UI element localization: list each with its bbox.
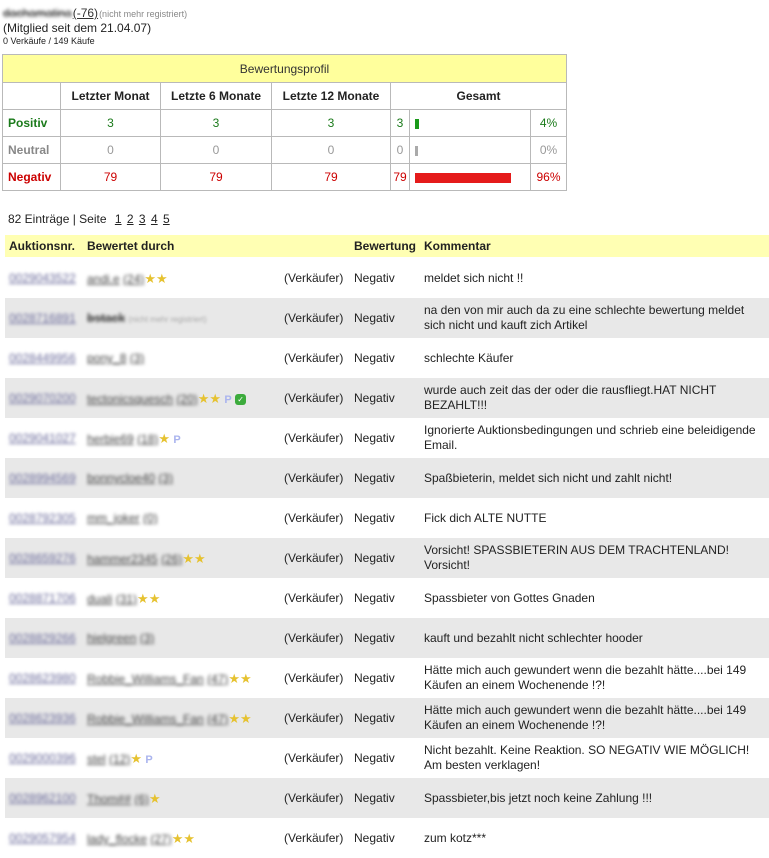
rating-text: Negativ [354,311,395,325]
auction-number-link[interactable]: 0028829266 [9,631,76,645]
table-row [5,618,769,658]
rater-score-link[interactable]: (12) [109,752,131,766]
rater-name-link[interactable]: stel [87,752,106,766]
comment-text: Ignorierte Auktionsbedingungen und schrieb eine beleidigende Email. [424,423,756,452]
entries-table [5,258,769,858]
auction-number-link[interactable]: 0028792305 [9,511,76,525]
rating-text: Negativ [354,791,395,805]
rated-by-cell [87,311,207,325]
col-last-6-months: Letzte 6 Monate [161,83,272,110]
rated-by-cell [87,351,144,365]
table-row [5,698,769,738]
auction-number-link[interactable]: 0029041027 [9,431,76,445]
negative-bar [415,173,511,183]
star-icon: ★★ [182,551,206,566]
comment-text: schlechte Käufer [424,351,514,365]
star-icon: ★★ [228,671,252,686]
auction-number-link[interactable]: 0028623980 [9,671,76,685]
auction-number-link[interactable]: 0028659276 [9,551,76,565]
star-icon: ★★ [144,271,168,286]
comment-text: Hätte mich auch gewundert wenn die bezahlt hätte....bei 149 Käufen an einem Wochenende !?! [424,663,747,692]
rater-name-link[interactable]: bonnycloe40 [87,471,156,485]
comment-text: wurde auch zeit das der oder die rausfliegt.HAT NICHT BEZAHLT!!! [424,383,717,412]
registration-note: (nicht mehr registriert) [99,9,188,19]
auction-number-link[interactable]: 0028449956 [9,351,76,365]
comment-text: Vorsicht! SPASSBIETERIN AUS DEM TRACHTENLAND! Vorsicht! [424,543,729,572]
profile-row-negative [3,164,567,191]
profile-row-positive [3,110,567,137]
rater-name-link[interactable]: duali [87,592,113,606]
rated-by-cell [87,631,154,645]
rater-name-link[interactable]: bstack [87,311,126,325]
comment-text: meldet sich nicht !! [424,271,524,285]
neutral-percent: 0% [531,137,567,164]
auction-number-link[interactable]: 0028962100 [9,791,76,805]
rating-text: Negativ [354,591,395,605]
auction-number-link[interactable]: 0029057954 [9,831,76,845]
table-row [5,458,769,498]
label-positive: Positiv [3,110,61,137]
rated-by-cell [87,591,160,607]
page-link-3[interactable]: 3 [138,212,146,226]
neutral-total: 0 [391,137,410,164]
table-row [5,738,769,778]
page-link-4[interactable]: 4 [150,212,158,226]
page-link-5[interactable]: 5 [162,212,170,226]
star-icon: ★★ [228,711,252,726]
rater-name-link[interactable]: hammer2345 [87,552,158,566]
rater-name-link[interactable]: andi.e [87,272,120,286]
role-text: (Verkäufer) [284,431,344,445]
positive-last-month: 3 [61,110,161,137]
auction-number-link[interactable]: 0028871706 [9,591,76,605]
p-badge-icon: P [173,434,181,446]
rater-score-link[interactable]: (27) [150,832,172,846]
rating-text: Negativ [354,751,395,765]
table-row [5,378,769,418]
table-row [5,578,769,618]
rating-text: Negativ [354,391,395,405]
comment-text: Nicht bezahlt. Keine Reaktion. SO NEGATIV WIE MÖGLICH! Am besten verklagen! [424,743,750,772]
table-row [5,258,769,298]
rating-text: Negativ [354,711,395,725]
rated-by-cell [87,511,158,525]
role-text: (Verkäufer) [284,791,344,805]
role-text: (Verkäufer) [284,751,344,765]
rating-text: Negativ [354,831,395,845]
rater-score-link[interactable]: (47) [207,672,229,686]
role-text: (Verkäufer) [284,551,344,565]
negative-bar-cell [410,164,531,191]
table-row [5,538,769,578]
auction-number-link[interactable]: 0028994569 [9,471,76,485]
role-text: (Verkäufer) [284,671,344,685]
auction-number-link[interactable]: 0028623936 [9,711,76,725]
negative-total: 79 [391,164,410,191]
p-badge-icon: P [145,754,153,766]
role-text: (Verkäufer) [284,271,344,285]
p-badge-icon: P [224,394,232,406]
rater-name-link[interactable]: tectonicsquesch [87,392,174,406]
role-text: (Verkäufer) [284,351,344,365]
rating-text: Negativ [354,271,395,285]
table-row [5,298,769,338]
rated-by-cell [87,271,168,287]
sales-purchases-count: 0 Verkäufe / 149 Käufe [3,36,95,46]
role-text: (Verkäufer) [284,311,344,325]
corner-cell [3,83,61,110]
rated-by-cell [87,551,206,567]
header-rated-by: Bewertet durch [87,239,175,253]
auction-number-link[interactable]: 0029070200 [9,391,76,405]
rater-name-link[interactable]: Robbie_Williams_Fan [87,672,204,686]
header-auction-nr: Auktionsnr. [9,239,76,253]
verified-shield-icon: ✓ [235,394,246,405]
col-last-12-months: Letzte 12 Monate [272,83,391,110]
rated-by-cell [87,431,181,447]
username[interactable]: dachamatina [3,6,72,20]
role-text: (Verkäufer) [284,711,344,725]
header-rating: Bewertung [354,239,417,253]
auction-number-link[interactable]: 0028716891 [9,311,76,325]
rated-by-cell [87,791,161,807]
rated-by-cell [87,711,252,727]
negative-last-month: 79 [61,164,161,191]
rated-by-cell [87,391,246,407]
comment-text: Fick dich ALTE NUTTE [424,511,547,525]
role-text: (Verkäufer) [284,471,344,485]
comment-text: Spaßbieterin, meldet sich nicht und zahlt nicht! [424,471,673,485]
rated-by-cell [87,671,252,687]
rated-by-cell [87,831,195,847]
rating-text: Negativ [354,671,395,685]
negative-last-6-months: 79 [161,164,272,191]
pagination [8,212,170,226]
rating-text: Negativ [354,511,395,525]
rating-text: Negativ [354,471,395,485]
table-row [5,778,769,818]
rater-score-link[interactable]: (0) [143,511,158,525]
rater-score-link[interactable]: (3) [158,471,174,485]
rater-score-link[interactable]: (26) [161,552,183,566]
rating-profile-table [2,54,567,191]
negative-last-12-months: 79 [272,164,391,191]
rated-by-cell [87,751,153,767]
rater-score-link[interactable]: (31) [115,592,138,606]
role-text: (Verkäufer) [284,631,344,645]
role-text: (Verkäufer) [284,391,344,405]
negative-percent: 96% [531,164,567,191]
positive-percent: 4% [531,110,567,137]
col-last-month: Letzter Monat [61,83,161,110]
comment-text: Spassbieter von Gottes Gnaden [424,591,595,605]
comment-text: kauft und bezahlt nicht schlechter hooder [424,631,643,645]
rater-score-link[interactable]: (24) [123,272,145,286]
neutral-bar [415,146,418,156]
neutral-last-6-months: 0 [161,137,272,164]
user-score-link[interactable]: (-76) [72,6,99,20]
rater-name-link[interactable]: lady_flocke [87,832,148,846]
table-row [5,818,769,858]
profile-row-neutral [3,137,567,164]
rater-score-link[interactable]: (47) [207,712,229,726]
rating-text: Negativ [354,551,395,565]
rater-score-link[interactable]: (20) [176,392,198,406]
positive-bar-cell [410,110,531,137]
rating-text: Negativ [354,351,395,365]
neutral-last-month: 0 [61,137,161,164]
table-row [5,498,769,538]
role-text: (Verkäufer) [284,591,344,605]
rating-text: Negativ [354,431,395,445]
rating-text: Negativ [354,631,395,645]
rater-name-link[interactable]: Thom## [87,792,132,806]
rater-score-link[interactable]: (6) [134,792,150,806]
col-total: Gesamt [391,83,567,110]
star-icon: ★ [130,751,143,766]
positive-bar [415,119,419,129]
comment-text: Spassbieter,bis jetzt noch keine Zahlung !!! [424,791,653,805]
entries-summary: 82 Einträge | Seite [8,212,107,226]
star-icon: ★ [149,791,161,806]
rater-score-link[interactable]: (18) [137,432,159,446]
role-text: (Verkäufer) [284,511,344,525]
member-since: (Mitglied seit dem 21.04.07) [3,21,152,35]
star-icon: ★★ [171,831,196,846]
star-icon: ★ [158,431,171,446]
comment-text: zum kotz*** [424,831,487,845]
star-icon: ★★ [197,391,222,406]
auction-number-link[interactable]: 0029000396 [9,751,76,765]
user-header [3,6,187,46]
positive-last-12-months: 3 [272,110,391,137]
comment-text: na den von mir auch da zu eine schlechte bewertung meldet sich nicht und kauft zich Artikel [424,303,745,332]
role-text: (Verkäufer) [284,831,344,845]
entries-table-header [5,235,769,257]
page-link-1[interactable]: 1 [114,212,122,226]
rating-profile-title: Bewertungsprofil [3,55,567,83]
header-comment: Kommentar [424,239,491,253]
rated-by-cell [87,471,173,485]
rater-name-link[interactable]: mm_joker [87,511,140,525]
comment-text: Hätte mich auch gewundert wenn die bezahlt hätte....bei 149 Käufen an einem Wochenende !?! [424,703,747,732]
neutral-last-12-months: 0 [272,137,391,164]
rater-name-link[interactable]: pony_8 [87,351,127,365]
rater-name-link[interactable]: hielgreen [87,631,137,645]
rater-name-link[interactable]: Robbie_Williams_Fan [87,712,204,726]
label-neutral: Neutral [3,137,61,164]
table-row [5,338,769,378]
page-link-2[interactable]: 2 [126,212,134,226]
rater-score-link[interactable]: (3) [129,351,145,365]
table-row [5,418,769,458]
label-negative: Negativ [3,164,61,191]
star-icon: ★★ [137,591,161,606]
positive-total: 3 [391,110,410,137]
table-row [5,658,769,698]
rater-name-link[interactable]: herbie69 [87,432,134,446]
rater-registration-note: (nicht mehr registriert) [128,315,207,324]
neutral-bar-cell [410,137,531,164]
rater-score-link[interactable]: (3) [139,631,155,645]
auction-number-link[interactable]: 0029043522 [9,271,76,285]
positive-last-6-months: 3 [161,110,272,137]
